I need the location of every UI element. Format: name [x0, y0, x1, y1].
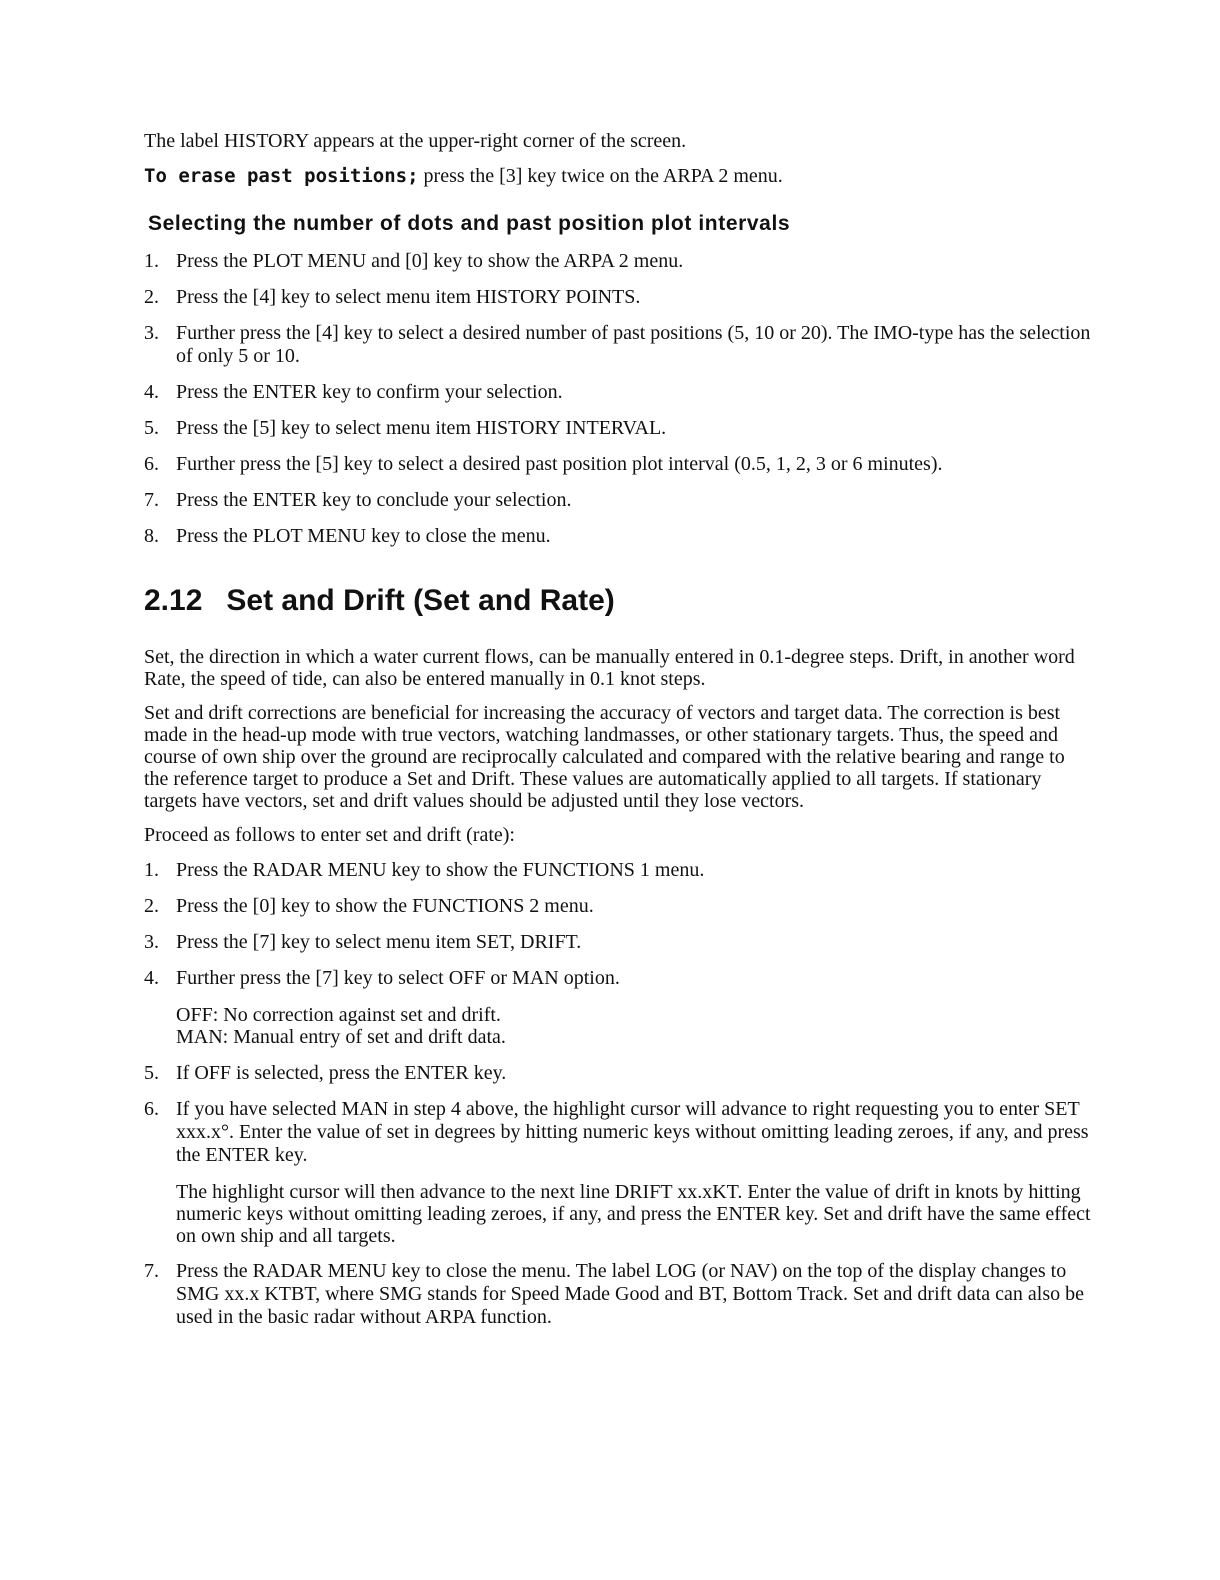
step-number: 8.: [144, 525, 159, 547]
step-text: Press the PLOT MENU key to close the menu.: [176, 525, 551, 547]
step-number: 2.: [144, 286, 159, 308]
erase-instruction: press the [3] key twice on the ARPA 2 menu.: [418, 165, 783, 187]
set-drift-steps-list: [144, 859, 1094, 1329]
list-item: [144, 322, 1094, 368]
step-text: Press the [7] key to select menu item SET, DRIFT.: [176, 931, 582, 953]
list-item: [144, 250, 1094, 273]
step-text: If you have selected MAN in step 4 above, the highlight cursor will advance to right requesting you to enter SET xxx.x°. Enter the value of set in degrees by hitting numeric keys without omitting leading zeroes, if any, and press the ENTER key.: [176, 1098, 1089, 1166]
step-text: Further press the [7] key to select OFF or MAN option.: [176, 967, 620, 989]
step-text: Further press the [5] key to select a desired past position plot interval (0.5, 1, 2, 3 or 6 minutes).: [176, 453, 943, 475]
section-number: 2.12: [144, 584, 203, 617]
list-item: [144, 1062, 1094, 1085]
step-number: 6.: [144, 453, 159, 475]
step-text: Press the ENTER key to conclude your selection.: [176, 489, 572, 511]
set-drift-corrections-paragraph: Set and drift corrections are beneficial for increasing the accuracy of vectors and target data. The correction is best made in the head-up mode with true vectors, watching landmasses, or other stationary targets. Thus, the speed and course of own ship over the ground are reciprocally calculated and compared with the relative bearing and range to the reference target to produce a Set and Drift. These values are automatically applied to all targets. If stationary targets have vectors, set and drift values should be adjusted until they lose vectors.: [144, 702, 1065, 812]
option-off: OFF: No correction against set and drift.: [176, 1004, 501, 1026]
list-item: [144, 489, 1094, 512]
list-item: [144, 895, 1094, 918]
step-number: 4.: [144, 967, 159, 989]
list-item: [144, 525, 1094, 548]
step-text: Press the [4] key to select menu item HISTORY POINTS.: [176, 286, 641, 308]
list-item: [144, 417, 1094, 440]
step-number: 5.: [144, 417, 159, 439]
step-text: Press the [0] key to show the FUNCTIONS 2 menu.: [176, 895, 594, 917]
step-number: 7.: [144, 1260, 159, 1282]
list-item: [144, 286, 1094, 309]
list-item: [144, 381, 1094, 404]
step-text: Press the RADAR MENU key to close the menu. The label LOG (or NAV) on the top of the display changes to SMG xx.x KTBT, where SMG stands for Speed Made Good and BT, Bottom Track. Set and drift data can also be used in the basic radar without ARPA function.: [176, 1260, 1085, 1328]
set-drift-intro-paragraph: Set, the direction in which a water current flows, can be manually entered in 0.1-degree steps. Drift, in another word Rate, the speed of tide, can also be entered manually in 0.1 knot steps.: [144, 646, 1075, 690]
list-item: [144, 1098, 1094, 1247]
list-item: [144, 967, 1094, 1048]
section-title-text: Set and Drift (Set and Rate): [226, 584, 615, 617]
step-number: 2.: [144, 895, 159, 917]
proceed-paragraph: Proceed as follows to enter set and drift (rate):: [144, 824, 515, 846]
dots-intervals-heading: Selecting the number of dots and past position plot intervals: [148, 212, 791, 235]
step-number: 1.: [144, 250, 159, 272]
list-item: [144, 859, 1094, 882]
step-sub-paragraph: The highlight cursor will then advance to the next line DRIFT xx.xKT. Enter the value of drift in knots by hitting numeric keys without omitting leading zeroes, if any, and press the ENTER key. Set and drift have the same effect on own ship and all targets.: [176, 1181, 1091, 1247]
step-text: Press the [5] key to select menu item HISTORY INTERVAL.: [176, 417, 667, 439]
step-number: 7.: [144, 489, 159, 511]
step-number: 1.: [144, 859, 159, 881]
step-text: Press the RADAR MENU key to show the FUNCTIONS 1 menu.: [176, 859, 705, 881]
step-number: 6.: [144, 1098, 159, 1120]
option-man: MAN: Manual entry of set and drift data.: [176, 1026, 506, 1048]
erase-lead: To erase past positions;: [144, 165, 419, 187]
erase-past-positions-paragraph: [144, 165, 1094, 188]
step-text: If OFF is selected, press the ENTER key.: [176, 1062, 507, 1084]
dots-steps-list: [144, 250, 1094, 548]
document-page: [144, 130, 1094, 1342]
history-label-note: The label HISTORY appears at the upper-right corner of the screen.: [144, 130, 687, 152]
step-number: 5.: [144, 1062, 159, 1084]
section-title: [144, 584, 1094, 618]
step-text: Press the ENTER key to confirm your selection.: [176, 381, 563, 403]
options-note: [176, 1004, 1094, 1048]
list-item: [144, 453, 1094, 476]
step-number: 4.: [144, 381, 159, 403]
list-item: [144, 931, 1094, 954]
step-number: 3.: [144, 931, 159, 953]
step-text: Further press the [4] key to select a desired number of past positions (5, 10 or 20). The IMO-type has the selection of only 5 or 10.: [176, 322, 1091, 367]
step-number: 3.: [144, 322, 159, 344]
list-item: [144, 1260, 1094, 1329]
step-text: Press the PLOT MENU and [0] key to show the ARPA 2 menu.: [176, 250, 684, 272]
